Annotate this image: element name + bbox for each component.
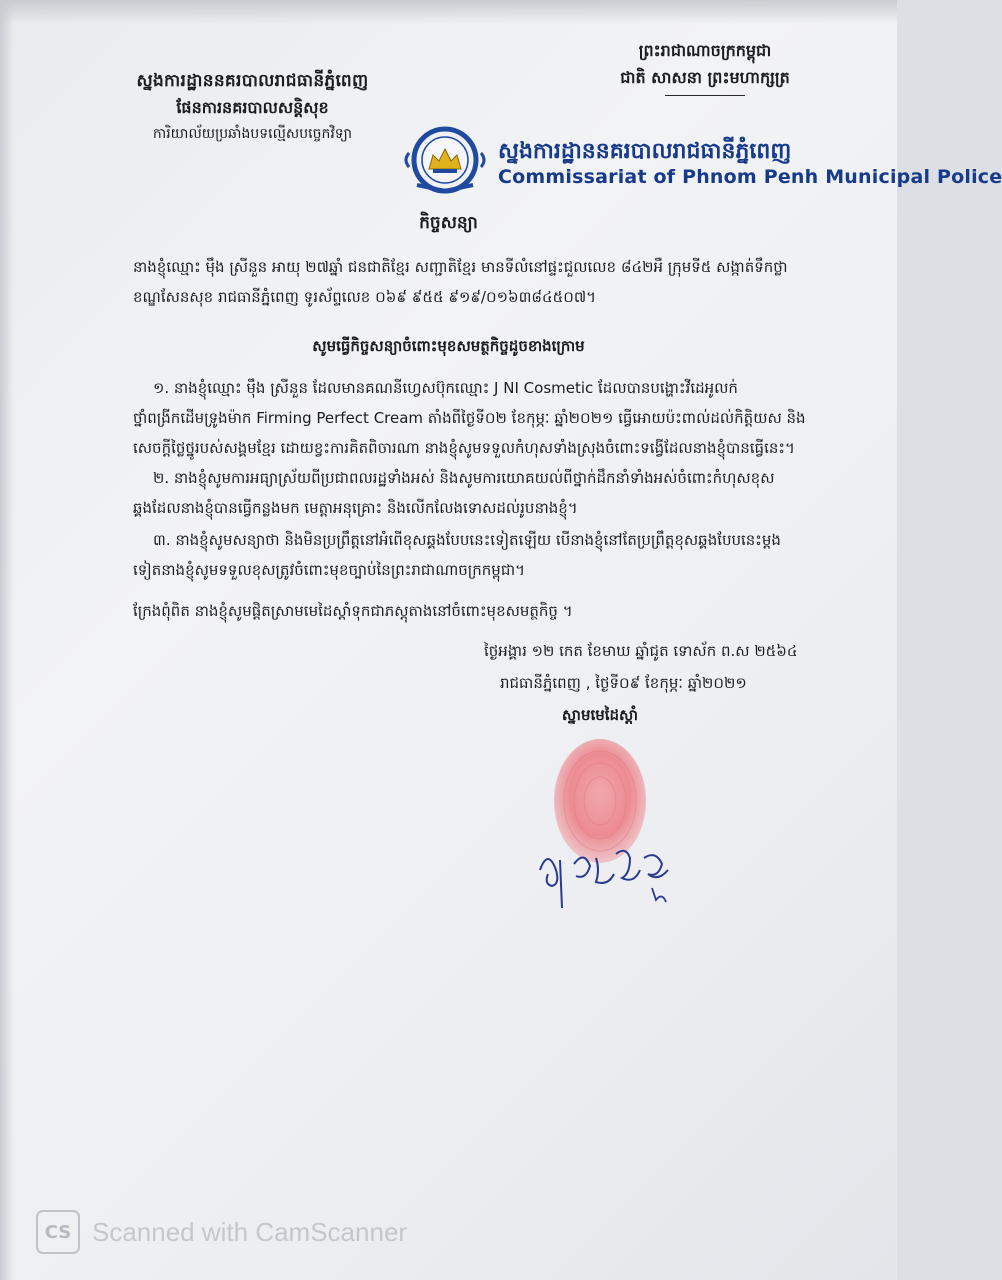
- scanner-watermark: [36, 1212, 407, 1252]
- lunar-date: ថ្ងៃអង្គារ ១២ កេត ខែមាឃ ឆ្នាំជូត ទោស័ក ព.ស ២៥៦៤: [484, 642, 798, 660]
- issuing-authority: ស្នងការដ្ឋាននគរបាលរាជធានីភ្នំពេញ: [136, 71, 369, 91]
- commissariat-name-english: Commissariat of Phnom Penh Municipal Police: [498, 166, 1002, 188]
- national-motto: ជាតិ សាសនា ព្រះមហាក្សត្រ: [620, 68, 790, 87]
- handwritten-signature: [530, 840, 690, 920]
- solar-date: រាជធានីភ្នំពេញ , ថ្ងៃទី០៩ ខែកុម្ភៈ ឆ្នាំ២០២១: [500, 674, 747, 692]
- page-shadow: [0, 0, 14, 1280]
- clause-1-line-2: ថ្នាំពង្រីកដើមទ្រូងម៉ាក Firming Perfect Cream តាំងពីថ្ងៃទី០២ ខែកុម្ភៈ ឆ្នាំ២០២១ ធ្វើអោយប៉ះពាល់ដល់កិត្តិយស និង: [133, 409, 806, 427]
- issuing-department: ផែនការនគរបាលសន្តិសុខ: [176, 98, 329, 117]
- clause-1-line-3: សេចក្តីថ្លៃថ្នូរបស់សង្គមខ្មែរ ដោយខ្វះការគិតពិចារណា នាងខ្ញុំសូមទទួលកំហុសទាំងស្រុងចំពោះទង្វើដែលនាងខ្ញុំបានធ្វើនេះ។: [133, 439, 795, 457]
- clause-3-line-2: ទៀតនាងខ្ញុំសូមទទួលខុសត្រូវចំពោះមុខច្បាប់នៃព្រះរាជាណាចក្រកម្ពុជា។: [133, 561, 525, 579]
- camscanner-logo-icon: CS: [36, 1210, 80, 1254]
- clause-3-line-1: ៣. នាងខ្ញុំសូមសន្យាថា និងមិនប្រព្រឹត្តនៅអំពើខុសឆ្គងបែបនេះទៀតឡើយ បើនាងខ្ញុំនៅតែប្រព្រឹត្តខុសឆ្គងបែបនេះម្តង: [153, 531, 781, 549]
- motto-divider: [665, 95, 745, 96]
- clause-1-line-1: ១. នាងខ្ញុំឈ្មោះ ម៉ឹង ស្រីនួន ដែលមានគណនីហ្វេសប៊ុកឈ្មោះ J NI Cosmetic ដែលបានបង្ហោះវីដេអូលក់: [153, 379, 738, 397]
- commissariat-name-khmer: ស្នងការដ្ឋាននគរបាលរាជធានីភ្នំពេញ: [498, 139, 792, 164]
- clause-2-line-1: ២. នាងខ្ញុំសូមការអធ្យាស្រ័យពីប្រជាពលរដ្ឋទាំងអស់ និងសូមការយោគយល់ពីថ្នាក់ដឹកនាំទាំងអស់ចំពោះកំហុសខុស: [153, 469, 775, 487]
- thumbprint-label: ស្នាមមេដៃស្តាំ: [561, 706, 639, 724]
- intro-line-1: នាងខ្ញុំឈ្មោះ ម៉ឹង ស្រីនួន អាយុ ២៧ឆ្នាំ ជនជាតិខ្មែរ សញ្ជាតិខ្មែរ មានទីលំនៅផ្ទះជួលលេខ ៨៤២អឺ ក្រុមទី៥ សង្កាត់ទឹកថ្លា: [133, 258, 788, 276]
- issuing-office: ការិយាល័យប្រឆាំងបទល្មើសបច្ចេកវិទ្យា: [152, 126, 353, 142]
- kingdom-title: ព្រះរាជាណាចក្រកម្ពុជា: [638, 41, 772, 60]
- intro-line-2: ខណ្ឌសែនសុខ រាជធានីភ្នំពេញ ទូរស័ព្ទលេខ ០៦៩ ៩៥៥ ៩១៩/០១៦៣៨៤៥០៧។: [133, 288, 597, 306]
- clause-2-line-2: ឆ្គងដែលនាងខ្ញុំបានធ្វើកន្លងមក មេត្តាអនុគ្រោះ និងលើកលែងទោសដល់រូបនាងខ្ញុំ។: [133, 499, 578, 517]
- police-emblem-icon: [403, 125, 487, 195]
- closing-statement: ក្រែងពុំពិត នាងខ្ញុំសូមផ្តិតស្រាមមេដៃស្តាំទុកជាភស្តុតាងនៅចំពោះមុខសមត្ថកិច្ច ។: [133, 602, 573, 620]
- document-title: កិច្ចសន្យា: [419, 213, 478, 233]
- section-heading: សូមធ្វើកិច្ចសន្យាចំពោះមុខសមត្ថកិច្ចដូចខាងក្រោម: [312, 337, 585, 355]
- page-shadow: [0, 0, 897, 24]
- watermark-text: Scanned with CamScanner: [92, 1216, 408, 1247]
